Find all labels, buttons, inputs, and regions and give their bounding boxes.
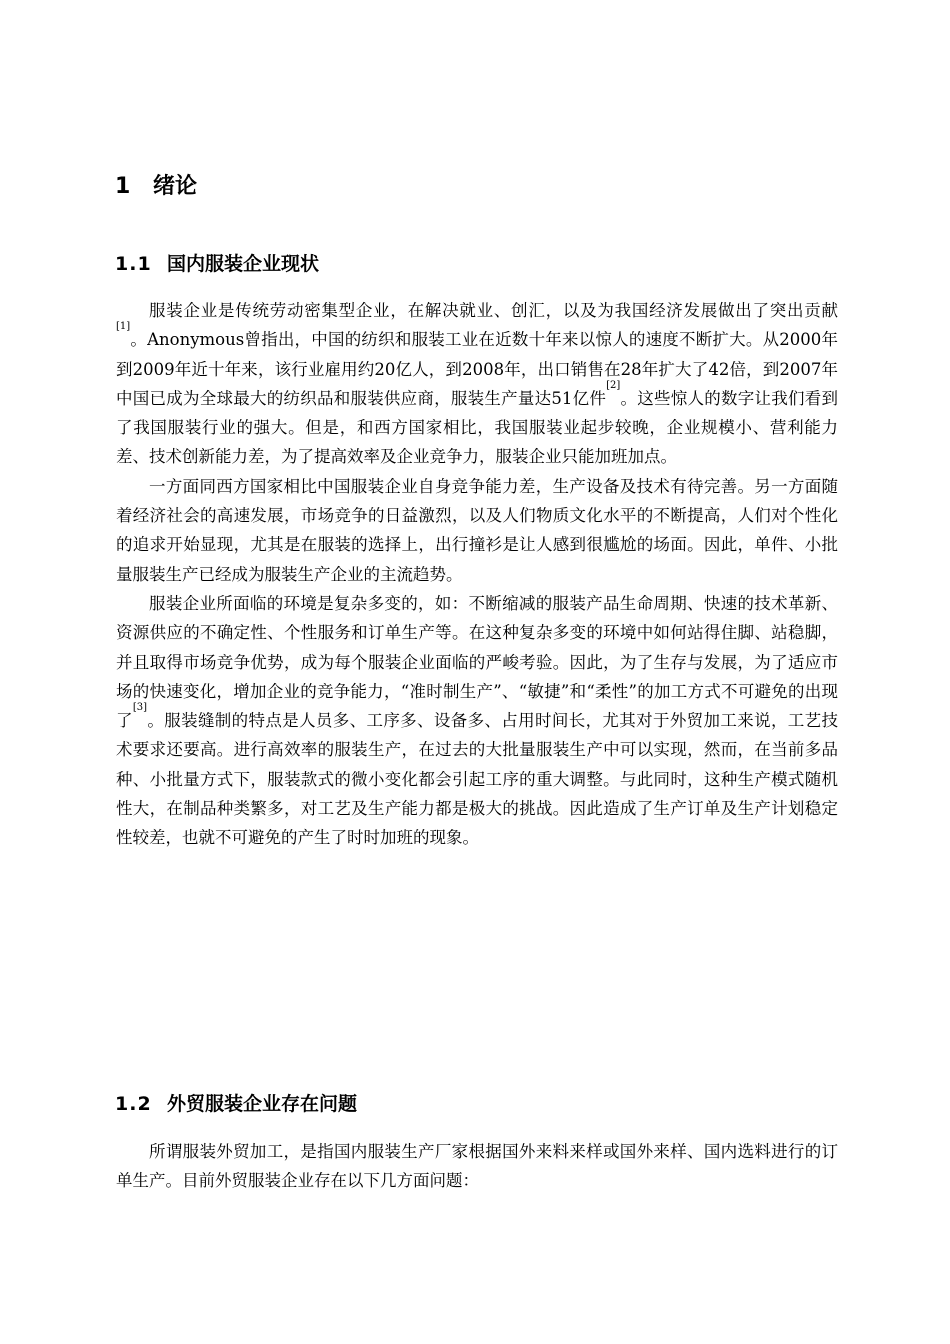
citation-ref: [2] bbox=[606, 379, 621, 391]
paragraph-text: 服装企业是传统劳动密集型企业，在解决就业、创汇，以及为我国经济发展做出了突出贡献 bbox=[149, 301, 838, 320]
paragraph-3 bbox=[116, 589, 838, 853]
citation-ref: [1] bbox=[116, 321, 131, 333]
paragraph-text: 。Anonymous曾指出，中国的纺织和服装工业在近数十年来以惊人的速度不断扩大。从2000年到2009年近十年来，该行业雇用约20亿人，到2008年，出口销售在28年扩大了42倍，到2007年中国已成为全球最大的纺织品和服装供应商，服装生产量达51亿件 bbox=[116, 330, 838, 408]
paragraph-text: 。这些惊人的数字让我们看到了我国服装行业的强大。但是，和西方国家相比，我国服装业起步较晚，企业规模小、营利能力差、技术创新能力差，为了提高效率及企业竞争力，服装企业只能加班加点。 bbox=[116, 388, 839, 467]
section-number: 1.1 bbox=[115, 253, 152, 275]
section-title: 国内服装企业现状 bbox=[167, 253, 320, 275]
section-title: 外贸服装企业存在问题 bbox=[167, 1093, 358, 1115]
citation-ref: [3] bbox=[132, 702, 148, 714]
paragraph-2: 一方面同西方国家相比中国服装企业自身竞争能力差，生产设备及技术有待完善。另一方面随着经济社会的高速发展，市场竞争的日益激烈，以及人们物质文化水平的不断提高，人们对个性化的追求开始显现，尤其是在服装的选择上，出行撞衫是让人感到很尴尬的场面。因此，单件、小批量服装生产已经成为服装生产企业的主流趋势。 bbox=[116, 476, 838, 584]
chapter-heading bbox=[115, 172, 197, 202]
paragraph-text: 。服装缝制的特点是人员多、工序多、设备多、占用时间长，尤其对于外贸加工来说，工艺技术要求还要高。进行高效率的服装生产，在过去的大批量服装生产中可以实现，然而，在当前多品种、小批量方式下，服装款式的微小变化都会引起工序的重大调整。与此同时，这种生产模式随机性大，在制品种类繁多，对工艺及生产能力都是极大的挑战。因此造成了生产订单及生产计划稳定性较差，也就不可避免的产生了时时加班的现象。 bbox=[116, 711, 839, 848]
paragraph-1 bbox=[116, 296, 838, 472]
paragraph-4: 所谓服装外贸加工，是指国内服装生产厂家根据国外来料来样或国外来样、国内选料进行的订单生产。目前外贸服装企业存在以下几方面问题： bbox=[116, 1142, 838, 1191]
chapter-number: 1 bbox=[115, 174, 132, 199]
chapter-title: 绪论 bbox=[153, 174, 198, 199]
paragraph-text: 服装企业所面临的环境是复杂多变的，如：不断缩减的服装产品生命周期、快速的技术革新、资源供应的不确定性、个性服务和订单生产等。在这种复杂多变的环境中如何站得住脚、站稳脚，并且取得市场竞争优势，成为每个服装企业面临的严峻考验。因此，为了生存与发展，为了适应市场的快速变化，增加企业的竞争能力，“准时制生产”、“敏捷”和“柔性”的加工方式不可避免的出现了 bbox=[116, 593, 838, 731]
section-heading-1-2 bbox=[115, 1090, 357, 1118]
section-1-2-body bbox=[116, 1137, 838, 1196]
section-number: 1.2 bbox=[115, 1093, 152, 1115]
section-heading-1-1 bbox=[115, 250, 319, 278]
section-1-1-body bbox=[116, 296, 838, 853]
